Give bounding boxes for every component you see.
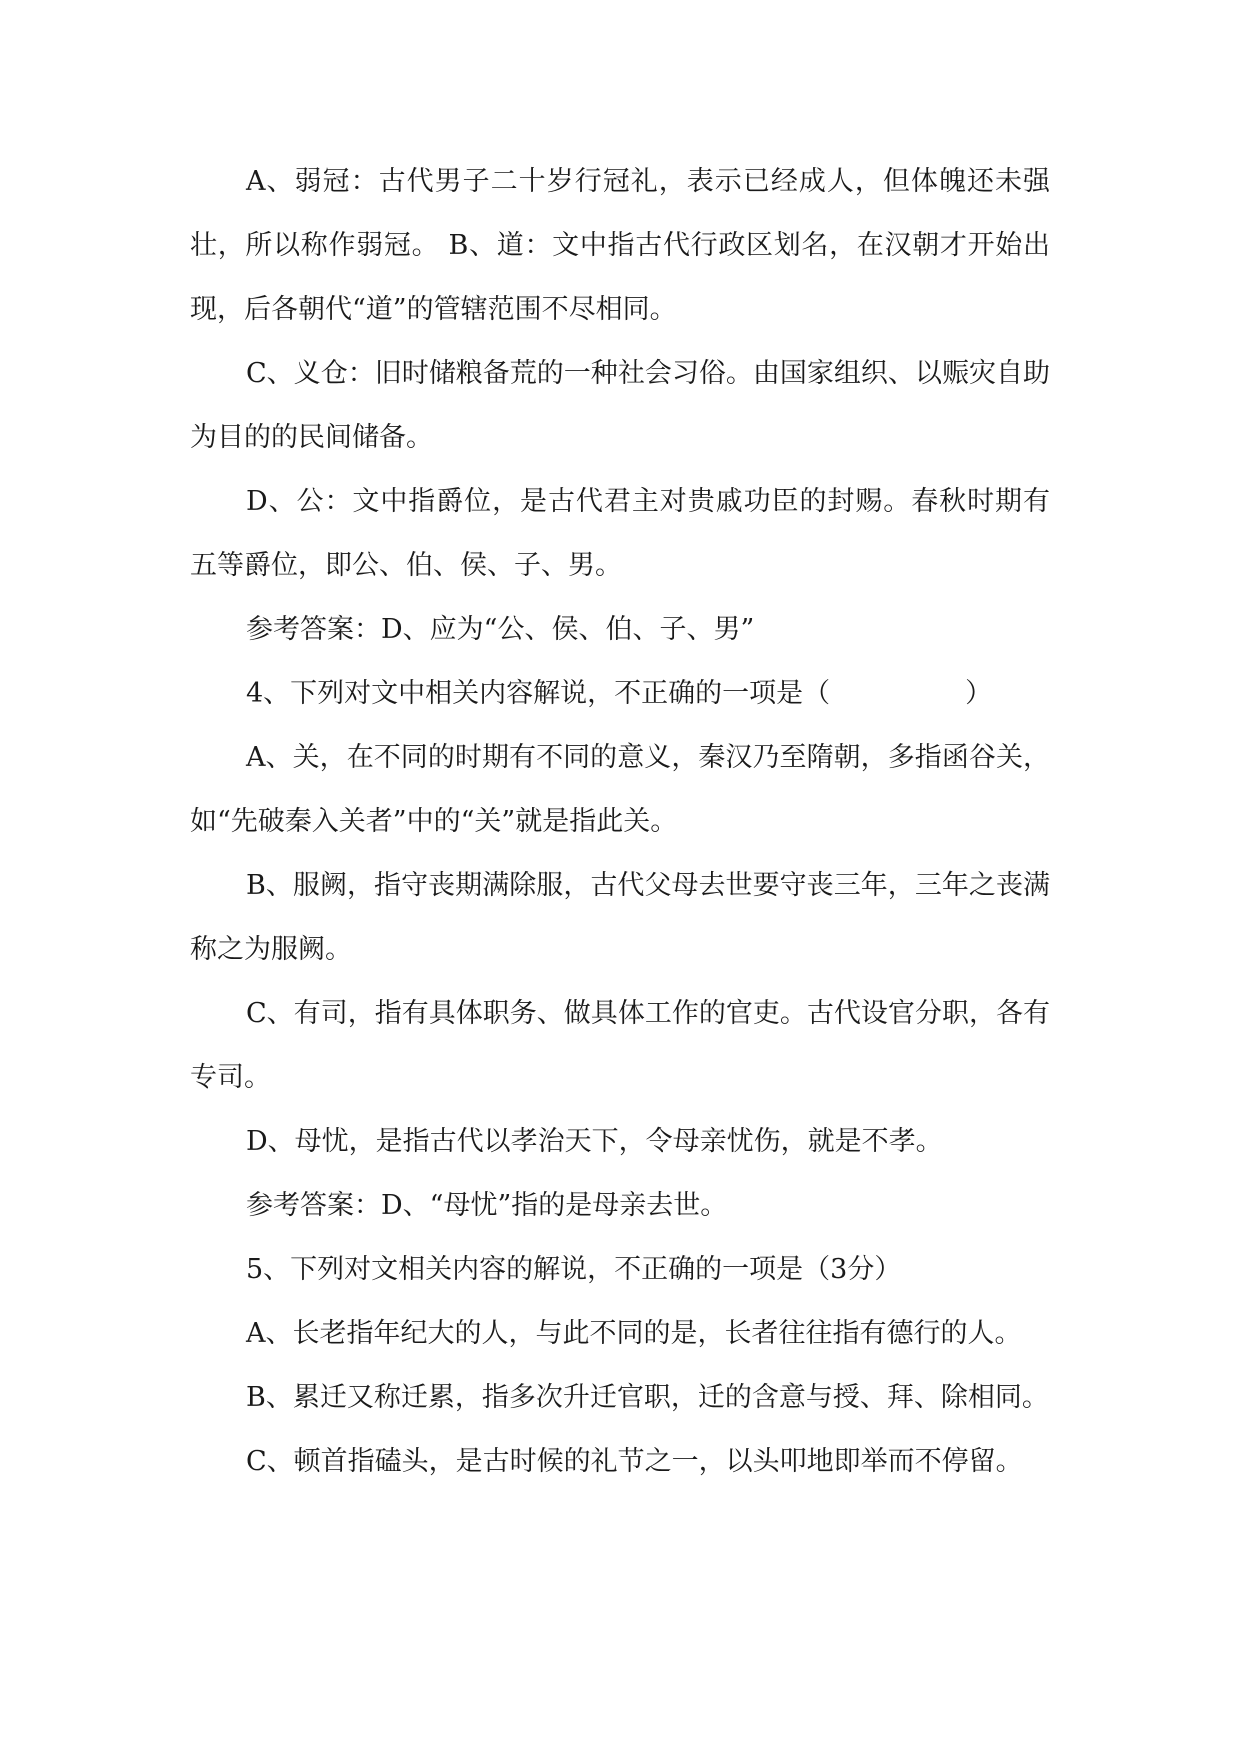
q5-option-b: B、累迁又称迁累，指多次升迁官职，迁的含意与授、拜、除相同。 [246, 1382, 1049, 1413]
q4-option-d: D、母忧，是指古代以孝治天下，令母亲忧伤，就是不孝。 [246, 1126, 943, 1157]
q4-option-b: B、服阙，指守丧期满除服，古代父母去世要守丧三年，三年之丧满称之为服阙。 [190, 870, 1050, 965]
question-5: 5、下列对文相关内容的解说，不正确的一项是（3分） [246, 1254, 902, 1285]
paragraph-options-a-b: A、弱冠：古代男子二十岁行冠礼，表示已经成人，但体魄还未强壮，所以称作弱冠。 B、道：文中指古代行政区划名，在汉朝才开始出现，后各朝代“道”的管辖范围不尽相同。 [190, 166, 1050, 325]
answer-q4: 参考答案：D、“母忧”指的是母亲去世。 [246, 1190, 728, 1221]
paragraph-option-d: D、公：文中指爵位，是古代君主对贵戚功臣的封赐。春秋时期有五等爵位，即公、伯、侯、子、男。 [190, 486, 1050, 581]
q4-option-c: C、有司，指有具体职务、做具体工作的官吏。古代设官分职，各有专司。 [190, 998, 1050, 1093]
paragraph-option-c: C、义仓：旧时储粮备荒的一种社会习俗。由国家组织、以赈灾自助为目的的民间储备。 [190, 358, 1050, 453]
question-4: 4、下列对文中相关内容解说，不正确的一项是（ ） [246, 678, 993, 709]
document-page [190, 150, 1050, 1494]
q5-option-a: A、长老指年纪大的人，与此不同的是，长者往往指有德行的人。 [246, 1318, 1022, 1349]
answer-q3: 参考答案：D、应为“公、侯、伯、子、男” [246, 614, 755, 645]
q5-option-c: C、顿首指磕头，是古时候的礼节之一，以头叩地即举而不停留。 [246, 1446, 1023, 1477]
q4-option-a: A、关，在不同的时期有不同的意义，秦汉乃至隋朝，多指函谷关，如“先破秦入关者”中的“关”就是指此关。 [190, 742, 1050, 837]
